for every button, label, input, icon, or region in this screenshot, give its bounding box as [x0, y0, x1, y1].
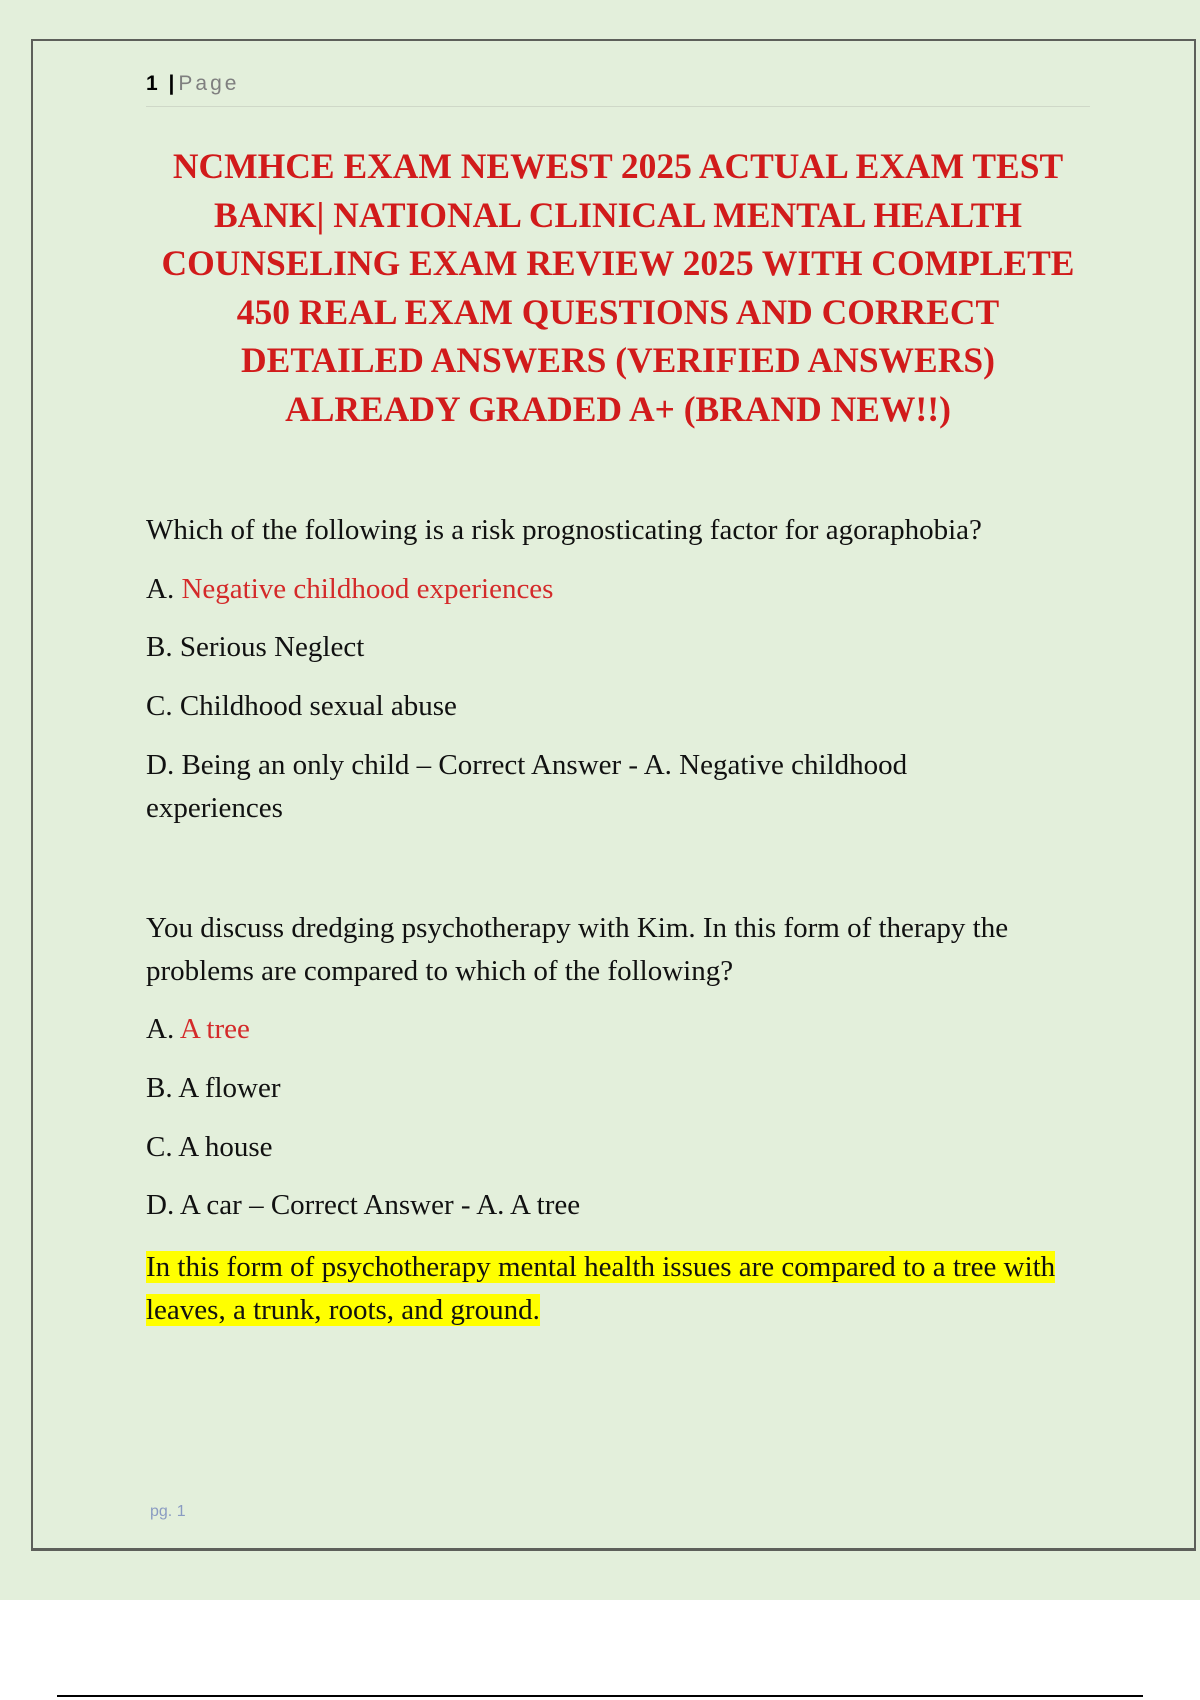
- page-footer: pg. 1: [150, 1503, 186, 1520]
- question-1-answer-line: D. Being an only child – Correct Answer - A. Negative childhood experiences: [146, 749, 908, 824]
- option-letter: A.: [146, 1013, 180, 1045]
- question-1-option-b: [146, 631, 364, 664]
- option-letter: C.: [146, 1131, 179, 1163]
- bottom-divider: [57, 1695, 1143, 1697]
- option-text: A flower: [178, 1072, 281, 1104]
- title-line: DETAILED ANSWERS (VERIFIED ANSWERS): [241, 340, 995, 380]
- question-2-option-a: [146, 1013, 250, 1046]
- question-1-text: Which of the following is a risk prognosticating factor for agoraphobia?: [146, 514, 982, 546]
- question-2-option-c: [146, 1131, 273, 1164]
- title-line: BANK| NATIONAL CLINICAL MENTAL HEALTH: [213, 194, 1023, 235]
- question-2-option-b: [146, 1072, 281, 1105]
- question-2-answer-line: D. A car – Correct Answer - A. A tree: [146, 1189, 581, 1221]
- document-title: [140, 142, 1096, 433]
- option-letter: B.: [146, 631, 180, 663]
- header-page-number: 1: [146, 72, 158, 95]
- question-1-option-c: [146, 690, 457, 723]
- title-line: COUNSELING EXAM REVIEW 2025 WITH COMPLETE: [161, 243, 1075, 283]
- question-1-option-a: [146, 573, 553, 606]
- option-letter: B.: [146, 1072, 179, 1104]
- title-line: ALREADY GRADED A+ (BRAND NEW!!): [285, 388, 951, 429]
- page-header: [146, 72, 1090, 107]
- option-correct-text: Negative childhood experiences: [181, 573, 554, 605]
- option-text: A house: [178, 1131, 273, 1163]
- highlighted-explanation: In this form of psychotherapy mental health issues are compared to a tree with leaves, a trunk, roots, and ground.: [146, 1251, 1056, 1326]
- option-letter: A.: [146, 573, 182, 605]
- header-page-label: Page: [178, 72, 240, 95]
- title-line: 450 REAL EXAM QUESTIONS AND CORRECT: [236, 291, 1000, 332]
- question-2-text: You discuss dredging psychotherapy with Kim. In this form of therapy the problems are compared to which of the following?: [146, 912, 1009, 987]
- option-letter: C.: [146, 690, 180, 722]
- title-line: NCMHCE EXAM NEWEST 2025 ACTUAL EXAM TEST: [172, 146, 1064, 186]
- option-text: Serious Neglect: [179, 631, 365, 663]
- option-text: Childhood sexual abuse: [179, 690, 457, 722]
- option-correct-text: A tree: [179, 1013, 250, 1045]
- header-separator: |: [168, 72, 175, 95]
- question-2-explanation: [146, 1246, 1066, 1332]
